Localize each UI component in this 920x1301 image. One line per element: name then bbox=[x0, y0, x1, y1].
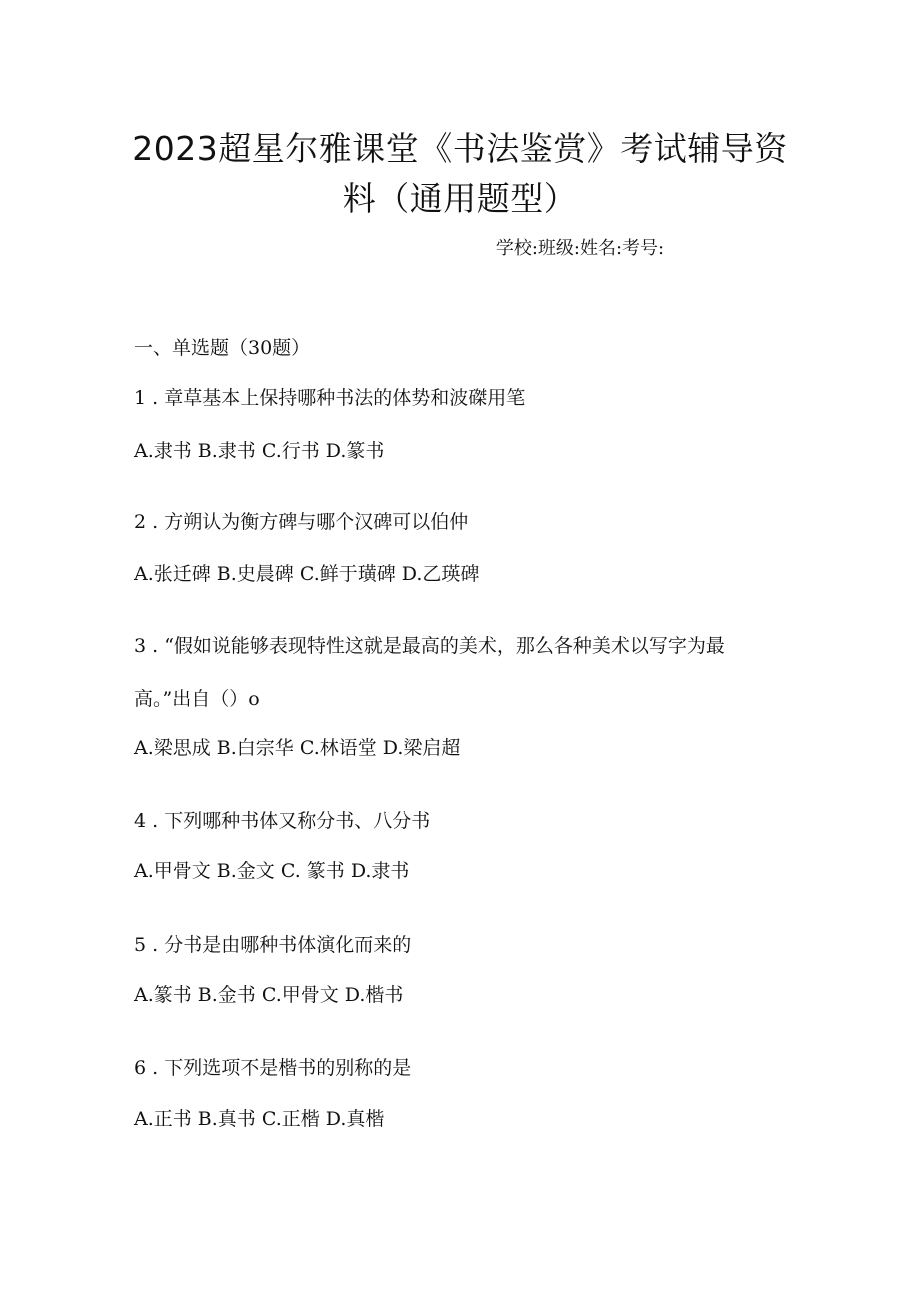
question-2-options: A.张迁碑 B.史晨碑 C.鲜于璜碑 D.乙瑛碑 bbox=[134, 563, 480, 585]
question-4-options: A.甲骨文 B.金文 C. 篆书 D.隶书 bbox=[134, 860, 410, 882]
question-4 bbox=[134, 806, 784, 836]
question-5-options: A.篆书 B.金书 C.甲骨文 D.楷书 bbox=[134, 984, 404, 1006]
document-title-line-2: 料（通用题型） bbox=[342, 179, 578, 218]
document-title-line-1: 2023超星尔雅课堂《书法鉴赏》考试辅导资 bbox=[132, 129, 788, 168]
question-3-options: A.梁思成 B.白宗华 C.林语堂 D.梁启超 bbox=[134, 737, 461, 759]
student-info-line: 学校:班级:姓名:考号: bbox=[495, 238, 665, 259]
question-5 bbox=[134, 930, 784, 960]
question-2 bbox=[134, 507, 784, 537]
question-text: 6 . 下列选项不是楷书的别称的是 bbox=[134, 1057, 412, 1079]
question-text: 2 . 方朔认为衡方碑与哪个汉碑可以伯仲 bbox=[134, 511, 469, 533]
question-6 bbox=[134, 1053, 784, 1083]
question-1-options: A.隶书 B.隶书 C.行书 D.篆书 bbox=[134, 440, 385, 462]
question-6-options: A.正书 B.真书 C.正楷 D.真楷 bbox=[134, 1108, 385, 1130]
section-heading: 一、单选题（30题） bbox=[134, 337, 311, 359]
question-1 bbox=[134, 383, 784, 413]
question-text: 5 . 分书是由哪种书体演化而来的 bbox=[134, 934, 412, 956]
question-3 bbox=[134, 631, 784, 714]
question-text: 4 . 下列哪种书体又称分书、八分书 bbox=[134, 810, 431, 832]
question-text-line-2: 高。”出自（）o bbox=[134, 688, 260, 710]
document-title bbox=[130, 124, 790, 224]
question-text-line-1: 3 . “假如说能够表现特性这就是最高的美术，那么各种美术以写字为最 bbox=[134, 635, 725, 657]
question-text: 1 . 章草基本上保持哪种书法的体势和波磔用笔 bbox=[134, 387, 526, 409]
